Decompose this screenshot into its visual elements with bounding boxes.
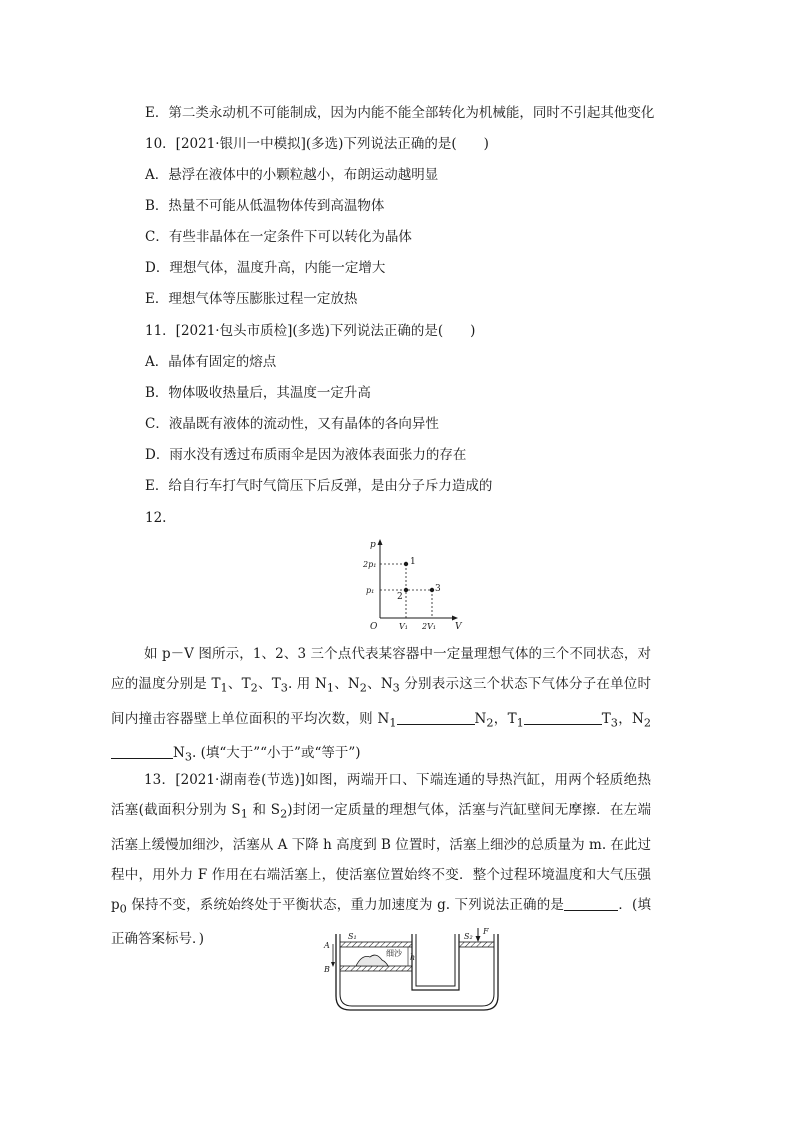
state-point-1: [404, 562, 408, 566]
x-tick-2v1: 2V₁: [422, 622, 437, 631]
q10-option-c: C．有些非晶体在一定条件下可以转化为晶体: [145, 229, 412, 245]
y-tick-2p1: 2p₁: [363, 560, 377, 569]
cylinder-diagram: [318, 924, 508, 1016]
answer-blank-2[interactable]: [524, 710, 602, 725]
q11-option-c: C．液晶既有液体的流动性，又有晶体的各向异性: [145, 416, 439, 432]
state-point-2: [404, 588, 408, 592]
answer-blank-1[interactable]: [397, 710, 475, 725]
q11-option-e: E．给自行车打气时气筒压下后反弹，是由分子斥力造成的: [145, 478, 493, 494]
point-1-label: 1: [410, 557, 416, 567]
label-h: h: [410, 953, 416, 962]
option-e-prev: E．第二类永动机不可能制成，因为内能不能全部转化为机械能，同时不引起其他变化: [145, 105, 655, 121]
question-10-stem: 10．[2021·银川一中模拟](多选)下列说法正确的是( ): [145, 136, 489, 152]
q10-option-a: A．悬浮在液体中的小颗粒越小，布朗运动越明显: [145, 167, 439, 183]
y-tick-p1: p₁: [366, 586, 375, 595]
label-s1: S₁: [348, 932, 357, 941]
y-axis-label: p: [370, 540, 376, 550]
q10-option-d: D．理想气体，温度升高，内能一定增大: [145, 260, 386, 276]
question-11-stem: 11．[2021·包头市质检](多选)下列说法正确的是( ): [145, 323, 476, 339]
sand-pile: [356, 955, 388, 966]
label-f: F: [483, 927, 489, 936]
q10-option-b: B．热量不可能从低温物体传到高温物体: [145, 198, 385, 214]
right-piston: [459, 942, 494, 947]
question-12-text: 如 p－V 图所示，1、2、3 三个点代表某容器中一定量理想气体的三个不同状态，对应的温度分别是 $T_1$、$T_2$、$T_3$. 用 $N_1$、$N_2$、$N_3$ 分别表示这三个状态下气体分子在单位时间内撞击容器壁上单位面积的平均次数，则 $N_1$ $N_2$，$T_1$ $T_3$，$N_2N_3$. (填“大于”“小于”或“等于”): [111, 646, 652, 765]
point-3-label: 3: [435, 584, 441, 594]
answer-blank-4[interactable]: [564, 896, 618, 911]
q11-option-a: A．晶体有固定的熔点: [145, 354, 277, 370]
label-sand: 细沙: [386, 949, 402, 958]
q10-option-e: E．理想气体等压膨胀过程一定放热: [145, 291, 358, 307]
left-piston-a: [340, 942, 412, 947]
label-a: A: [324, 941, 330, 950]
label-b: B: [324, 965, 330, 974]
point-2-label: 2: [397, 592, 403, 602]
q11-option-b: B．物体吸收热量后，其温度一定升高: [145, 385, 371, 401]
origin-label: O: [370, 622, 378, 631]
answer-blank-3[interactable]: [111, 744, 173, 759]
x-axis-label: V: [455, 622, 462, 631]
q11-option-d: D．雨水没有透过布质雨伞是因为液体表面张力的存在: [145, 447, 467, 463]
pv-graph: [360, 536, 470, 631]
state-point-3: [430, 588, 434, 592]
question-12-number: 12.: [145, 510, 167, 526]
x-tick-v1: V₁: [399, 622, 408, 631]
left-piston-b: [340, 966, 412, 971]
question-13-text: 13．[2021·湖南卷(节选)]如图，两端开口、下端连通的导热汽缸，用两个轻质绝热活塞(截面积分别为 $S_1$ 和 $S_2$)封闭一定质量的理想气体，活塞与汽缸壁间无摩擦．在左端活塞上缓慢加细沙，活塞从 A 下降 h 高度到 B 位置时，活塞上细沙的总质量为 m. 在此过程中，用外力 F 作用在右端活塞上，使活塞位置始终不变．整个过程环境温度和大气压强 $p_0$ 保持不变，系统始终处于平衡状态，重力加速度为 g. 下列说法正确的是 ．(填正确答案标号．): [111, 772, 651, 948]
label-s2: S₂: [464, 932, 473, 941]
